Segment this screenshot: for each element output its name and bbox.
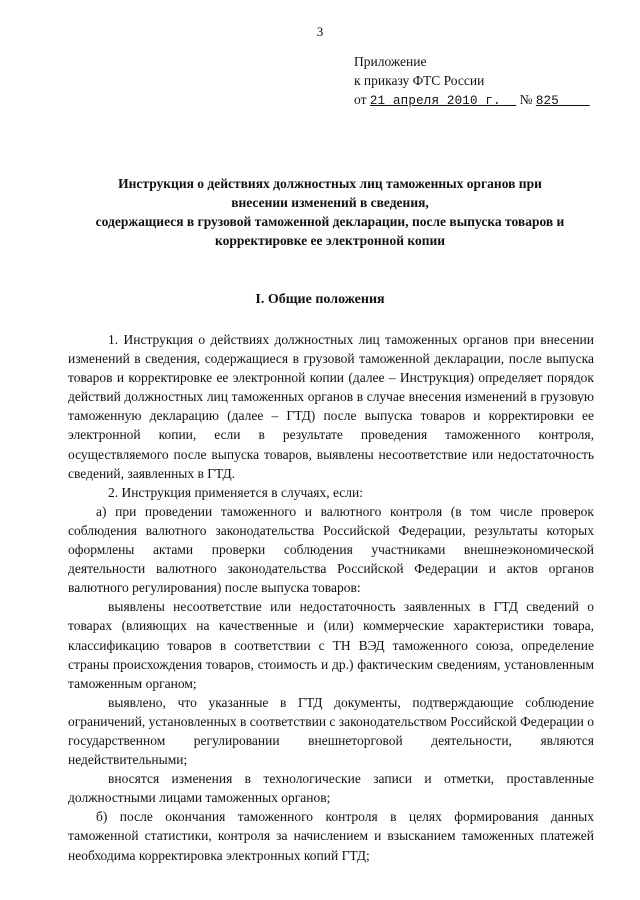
- paragraph-2a: а) при проведении таможенного и валютного контроля (в том числе проверок соблюдения валютного законодательства Российской Федерации, результаты которых оформлены актами проверки соблюдения участниками внешнеэкономической деятельности валютного законодательства Российской Федерации и актов органов валютного регулирования) после выпуска товаров:: [68, 503, 594, 596]
- title-line-2: внесении изменений в сведения,: [231, 195, 429, 210]
- title-line-4: корректировке ее электронной копии: [214, 233, 446, 248]
- document-body: [68, 330, 594, 865]
- section-heading: I. Общие положения: [255, 292, 385, 307]
- number-sign: №: [519, 92, 533, 107]
- appendix-order-reference: к приказу ФТС России: [354, 73, 485, 88]
- number-underline-gap: [559, 94, 590, 108]
- page-number: 3: [316, 24, 324, 39]
- order-number: 825: [535, 94, 559, 108]
- paragraph-1: 1. Инструкция о действиях должностных лиц таможенных органов при внесении изменений в сведения, содержащиеся в грузовой таможенной декларации, после выпуска товаров и корректировке ее электронной копии (далее – Инструкция) определяет порядок действий должностных лиц таможенных органов в случае внесения изменений в грузовую таможенную декларацию (далее – ГТД) после выпуска товаров и корректировки ее электронной копии, если в результате проведения таможенного контроля, осуществляемого после выпуска товаров, выявлены несоответствие или недостаточность сведений, заявленных в ГТД.: [68, 332, 594, 481]
- paragraph-2b: б) после окончания таможенного контроля в целях формирования данных таможенной статистики, контроля за начислением и взысканием таможенных платежей необходима корректировка электронных копий ГТД;: [68, 809, 594, 863]
- appendix-date-line: [354, 90, 624, 111]
- paragraph-2a-item-1: выявлены несоответствие или недостаточность заявленных в ГТД сведений о товарах (влияющих на качественные и (или) коммерческие характеристики товара, классификацию товаров в соответствии с ТН ВЭД таможенного союза, определение страны происхождения товаров, стоимость и др.) фактическим сведениям, установленным таможенным органом;: [68, 599, 594, 691]
- title-line-3: содержащиеся в грузовой таможенной декларации, после выпуска товаров и: [95, 214, 565, 229]
- appendix-label: Приложение: [354, 54, 427, 69]
- paragraph-2: 2. Инструкция применяется в случаях, если:: [108, 484, 363, 500]
- document-title: [60, 174, 600, 250]
- title-line-1: Инструкция о действиях должностных лиц таможенных органов при: [118, 176, 542, 191]
- date-prefix: от: [354, 92, 370, 107]
- appendix-block: [354, 52, 624, 111]
- order-date: 21 апреля 2010 г.: [369, 94, 501, 108]
- date-underline-gap: [501, 94, 516, 108]
- paragraph-2a-item-2: выявлено, что указанные в ГТД документы, подтверждающие соблюдение ограничений, установленных в соответствии с законодательством Российской Федерации о государственном регулировании внешнеторговой деятельности, являются недействительными;: [68, 694, 594, 768]
- paragraph-2a-item-3: вносятся изменения в технологические записи и отметки, проставленные должностными лицами таможенных органов;: [68, 771, 594, 806]
